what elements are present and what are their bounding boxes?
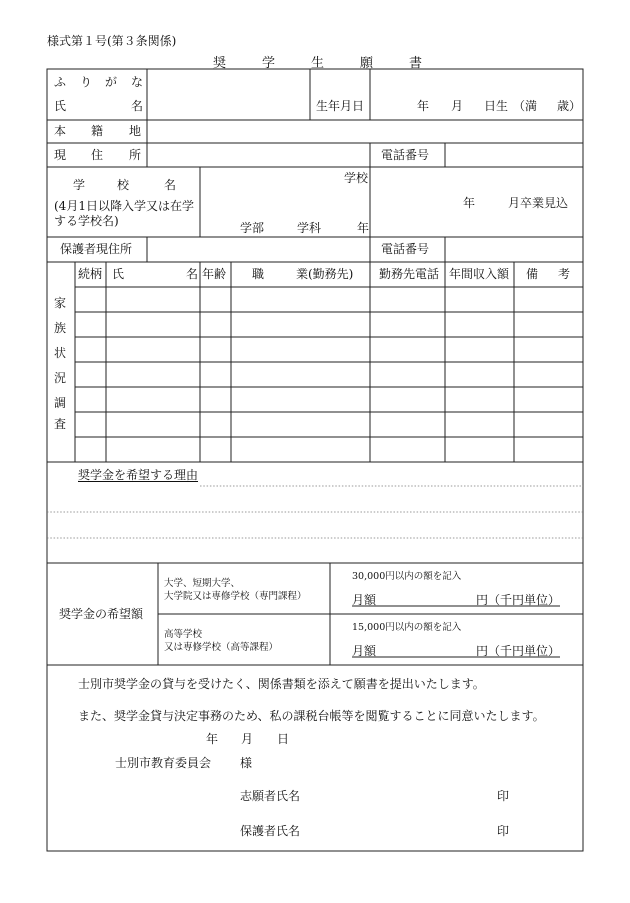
domicile-char: 地 [129, 124, 142, 138]
title-char: 願 [360, 56, 374, 71]
university-yen-label: 円（千円単位） [476, 593, 561, 607]
university-limit-note: 30,000円以内の額を記入 [352, 571, 462, 582]
honorific: 様 [240, 756, 253, 770]
school-suffix: 学校 [344, 171, 369, 185]
address-char: 所 [129, 148, 142, 162]
school-label-char: 学 [73, 178, 86, 192]
university-line2: 大学院又は専修学校（専門課程） [164, 591, 307, 602]
name-label-char: 名 [131, 99, 144, 113]
family-side-char: 査 [54, 417, 67, 431]
col-name-b: 名 [186, 267, 199, 281]
grade-label: 年 [357, 221, 370, 235]
declaration-line2: また、奨学金貸与決定事務のため、私の課税台帳等を閲覧することに同意いたします。 [78, 709, 545, 723]
title-char: 書 [409, 56, 423, 71]
col-notes-a: 備 [526, 267, 539, 281]
domicile-char: 本 [54, 124, 67, 138]
birth-month: 月 [451, 99, 464, 113]
family-side-char: 況 [54, 371, 67, 385]
guardian-signature-label: 保護者氏名 [240, 824, 301, 838]
university-line1: 大学、短期大学、 [164, 578, 241, 589]
domicile-char: 籍 [91, 124, 104, 138]
col-income: 年間収入額 [449, 267, 510, 281]
family-side-char: 調 [54, 396, 67, 410]
university-monthly-label: 月額 [352, 593, 377, 607]
applicant-signature-label: 志願者氏名 [240, 789, 301, 803]
desired-amount-label: 奨学金の希望額 [59, 607, 144, 621]
guardian-address-label: 保護者現住所 [60, 242, 133, 256]
col-job-b: 業(勤務先) [296, 267, 354, 281]
school-note-line2: する学校名) [54, 214, 119, 228]
birth-year: 年 [417, 99, 430, 113]
birth-date-label: 生年月日 [316, 99, 365, 113]
col-notes-b: 考 [558, 267, 571, 281]
age-close: 歳） [557, 99, 582, 113]
age-open: （満 [513, 99, 538, 113]
date-year: 年 [206, 732, 219, 746]
date-day: 日 [277, 732, 290, 746]
col-job-a: 職 [252, 267, 265, 281]
col-name-a: 氏 [112, 267, 125, 281]
highschool-line1: 高等学校 [164, 629, 203, 640]
form-number: 様式第１号(第３条関係) [47, 34, 177, 48]
department-label: 学科 [297, 221, 322, 235]
furigana-char: な [131, 75, 144, 89]
school-label-char: 校 [117, 178, 130, 192]
school-note-line1: (4月1日以降入学又は在学 [54, 199, 194, 213]
col-work-phone: 勤務先電話 [379, 267, 440, 281]
guardian-seal: 印 [497, 824, 510, 838]
address-char: 現 [54, 148, 67, 162]
title-char: 奨 [213, 56, 227, 71]
col-age: 年齢 [202, 267, 227, 281]
address-char: 住 [91, 148, 104, 162]
family-side-char: 状 [54, 346, 67, 360]
highschool-line2: 又は専修学校（高等課程） [164, 642, 279, 653]
graduation-month: 月卒業見込 [508, 196, 569, 210]
faculty-label: 学部 [240, 221, 265, 235]
reason-label: 奨学金を希望する理由 [78, 468, 199, 482]
school-label-char: 名 [164, 178, 177, 192]
graduation-year: 年 [463, 196, 476, 210]
phone-label: 電話番号 [381, 148, 430, 162]
title-char: 生 [311, 56, 325, 71]
declaration-line1: 士別市奨学金の貸与を受けたく、関係書類を添えて願書を提出いたします。 [78, 677, 485, 691]
highschool-monthly-label: 月額 [352, 644, 377, 658]
title-char: 学 [262, 56, 276, 71]
family-side-char: 族 [54, 321, 67, 335]
name-label-char: 氏 [54, 99, 67, 113]
furigana-char: り [80, 75, 93, 89]
col-relation: 続柄 [78, 267, 103, 281]
family-side-char: 家 [54, 296, 67, 310]
date-month: 月 [241, 732, 254, 746]
highschool-limit-note: 15,000円以内の額を記入 [352, 622, 462, 633]
guardian-phone-label: 電話番号 [381, 242, 430, 256]
birth-day: 日生 [484, 99, 509, 113]
furigana-char: が [105, 75, 118, 89]
highschool-yen-label: 円（千円単位） [476, 644, 561, 658]
furigana-char: ふ [54, 75, 67, 89]
applicant-seal: 印 [497, 789, 510, 803]
addressee: 士別市教育委員会 [115, 756, 212, 770]
